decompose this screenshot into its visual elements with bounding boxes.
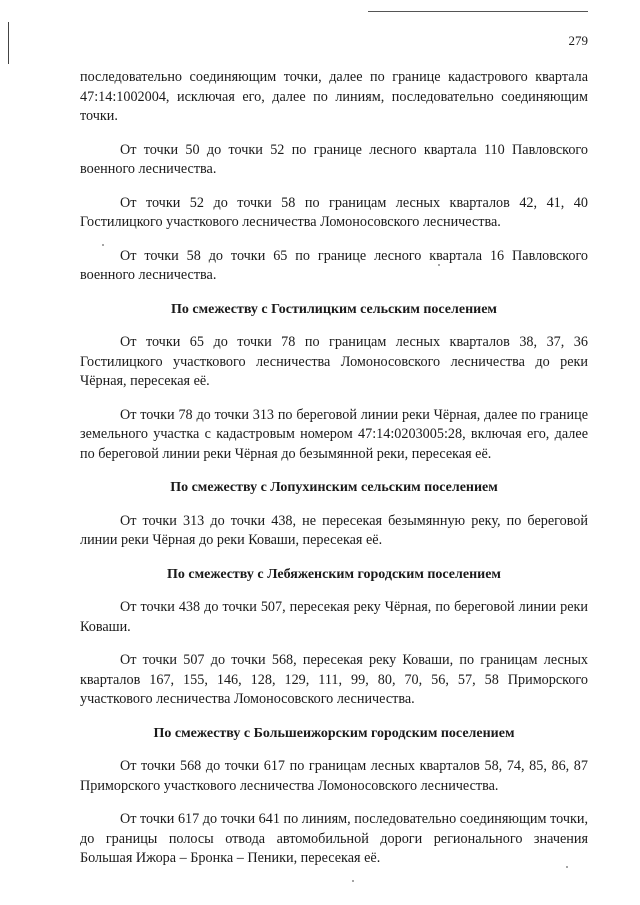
section-heading: По смежеству с Гостилицким сельским поселением bbox=[171, 301, 497, 317]
paragraph: От точки 617 до точки 641 по линиям, последовательно соединяющим точки, до границы полосы отвода автомобильной дороги регионального значения Большая Ижора – Бронка – Пеники, пересекая её. bbox=[80, 811, 588, 866]
scan-speck bbox=[566, 866, 568, 868]
scan-speck bbox=[438, 264, 440, 266]
section-heading: По смежеству с Лопухинским сельским поселением bbox=[170, 480, 498, 495]
header-rule bbox=[368, 11, 588, 12]
document-body bbox=[80, 68, 588, 883]
scan-speck bbox=[102, 244, 104, 246]
scan-speck bbox=[352, 880, 354, 882]
section-heading: По смежеству с Большеижорским городским поселением bbox=[153, 725, 515, 741]
binding-mark bbox=[8, 22, 9, 64]
paragraph: От точки 50 до точки 52 по границе лесного квартала 110 Павловского военного лесничества. bbox=[80, 141, 588, 177]
section-heading: По смежеству с Лебяженским городским поселением bbox=[167, 566, 501, 582]
paragraph: От точки 568 до точки 617 по границам лесных кварталов 58, 74, 85, 86, 87 Приморского участкового лесничества Ломоносовского лесничества. bbox=[80, 758, 588, 794]
paragraph: От точки 65 до точки 78 по границам лесных кварталов 38, 37, 36 Гостилицкого участкового лесничества Ломоносовского лесничества до реки Чёрная, пересекая её. bbox=[80, 334, 588, 389]
paragraph: От точки 52 до точки 58 по границам лесных кварталов 42, 41, 40 Гостилицкого участкового лесничества Ломоносовского лесничества. bbox=[80, 194, 588, 230]
paragraph: последовательно соединяющим точки, далее по границе кадастрового квартала 47:14:1002004, исключая его, далее по линиям, последовательно соединяющим точки. bbox=[80, 69, 588, 124]
paragraph: От точки 58 до точки 65 по границе лесного квартала 16 Павловского военного лесничества. bbox=[80, 247, 588, 283]
paragraph: От точки 78 до точки 313 по береговой линии реки Чёрная, далее по границе земельного участка с кадастровым номером 47:14:0203005:28, включая его, далее по береговой линии реки Чёрная до безымянной реки, пересекая её. bbox=[80, 406, 588, 462]
paragraph: От точки 438 до точки 507, пересекая реку Чёрная, по береговой линии реки Коваши. bbox=[80, 599, 588, 635]
page-number: 279 bbox=[568, 33, 588, 48]
paragraph: От точки 313 до точки 438, не пересекая безымянную реку, по береговой линии реки Чёрная до реки Коваши, пересекая её. bbox=[80, 512, 588, 548]
paragraph: От точки 507 до точки 568, пересекая реку Коваши, по границам лесных кварталов 167, 155, 146, 128, 129, 111, 99, 80, 70, 56, 57, 58 Приморского участкового лесничества Ломоносовского лесничества. bbox=[80, 652, 588, 707]
